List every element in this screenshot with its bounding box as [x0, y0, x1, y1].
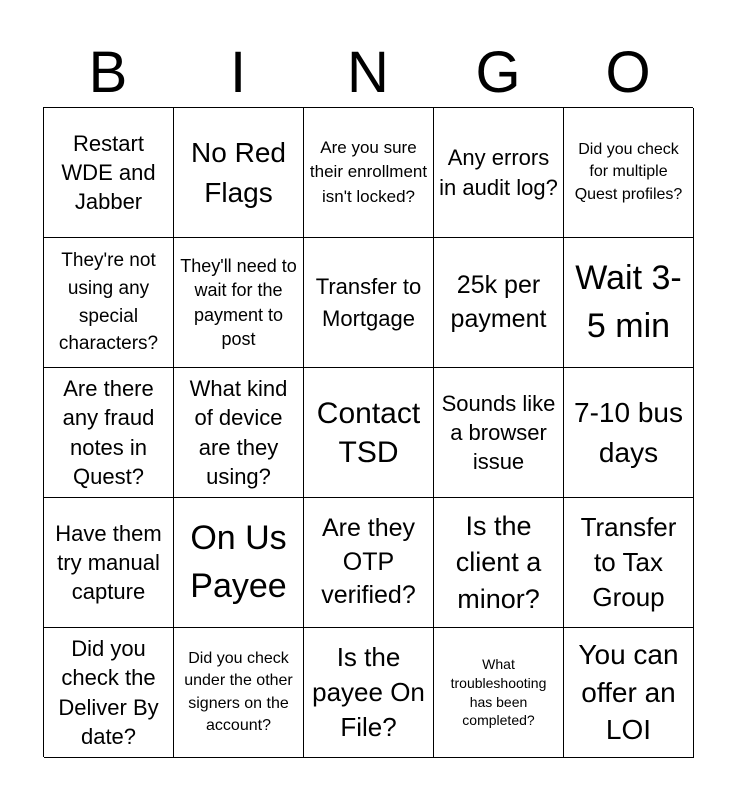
bingo-cell[interactable]	[44, 238, 174, 368]
bingo-cell[interactable]	[44, 628, 174, 758]
bingo-board	[43, 107, 693, 757]
cell-text: Are you sure their enrollment isn't locked?	[309, 137, 428, 206]
cell-text: Contact TSD	[316, 396, 421, 469]
cell-text: They're not using any special characters?	[58, 250, 159, 355]
bingo-cell[interactable]	[304, 628, 434, 758]
bingo-cell[interactable]	[304, 498, 434, 628]
cell-text: Did you check for multiple Quest profiles?	[574, 140, 683, 203]
cell-text: Did you check under the other signers on the account?	[184, 649, 293, 734]
cell-text: Have them try manual capture	[55, 520, 162, 605]
cell-text: Transfer to Mortgage	[315, 273, 422, 331]
bingo-cell[interactable]	[564, 498, 694, 628]
cell-text: They'll need to wait for the payment to post	[180, 255, 297, 349]
bingo-cell[interactable]	[174, 238, 304, 368]
cell-text: Transfer to Tax Group	[580, 511, 677, 613]
bingo-cell[interactable]	[304, 108, 434, 238]
bingo-cell[interactable]	[44, 108, 174, 238]
bingo-cell[interactable]	[564, 628, 694, 758]
header-letter-i: I	[229, 40, 247, 105]
cell-text: No Red Flags	[191, 137, 286, 208]
bingo-cell[interactable]	[434, 368, 564, 498]
bingo-cell[interactable]	[174, 108, 304, 238]
cell-text: Is the payee On File?	[312, 641, 425, 743]
cell-text: Wait 3-5 min	[575, 258, 682, 345]
bingo-cell[interactable]	[44, 368, 174, 498]
header-letter-g: G	[475, 40, 521, 105]
bingo-cell[interactable]	[564, 108, 694, 238]
bingo-cell[interactable]	[564, 368, 694, 498]
cell-text: What kind of device are they using?	[189, 376, 288, 489]
cell-text: Any errors in audit log?	[439, 145, 558, 200]
bingo-cell[interactable]	[304, 238, 434, 368]
header-letter-b: B	[88, 40, 128, 105]
bingo-cell[interactable]	[304, 368, 434, 498]
bingo-cell[interactable]	[434, 628, 564, 758]
bingo-header	[43, 38, 693, 108]
cell-text: What troubleshooting has been completed?	[450, 655, 547, 729]
cell-text: Are there any fraud notes in Quest?	[62, 376, 155, 489]
cell-text: 25k per payment	[450, 270, 547, 333]
bingo-cell[interactable]	[434, 238, 564, 368]
cell-text: You can offer an LOI	[578, 638, 679, 746]
cell-text: Are they OTP verified?	[321, 513, 416, 610]
bingo-cell[interactable]	[174, 368, 304, 498]
cell-text: Restart WDE and Jabber	[61, 130, 156, 215]
cell-text: Did you check the Deliver By date?	[58, 636, 159, 749]
bingo-cell[interactable]	[174, 498, 304, 628]
cell-text: On Us Payee	[190, 518, 287, 605]
header-letter-o: O	[605, 40, 651, 105]
bingo-cell[interactable]	[174, 628, 304, 758]
header-letter-n: N	[347, 40, 389, 105]
bingo-cell[interactable]	[434, 498, 564, 628]
bingo-cell[interactable]	[434, 108, 564, 238]
bingo-cell[interactable]	[44, 498, 174, 628]
cell-text: Sounds like a browser issue	[441, 390, 556, 475]
bingo-cell[interactable]	[564, 238, 694, 368]
cell-text: Is the client a minor?	[455, 510, 542, 614]
cell-text: 7-10 bus days	[574, 397, 683, 468]
